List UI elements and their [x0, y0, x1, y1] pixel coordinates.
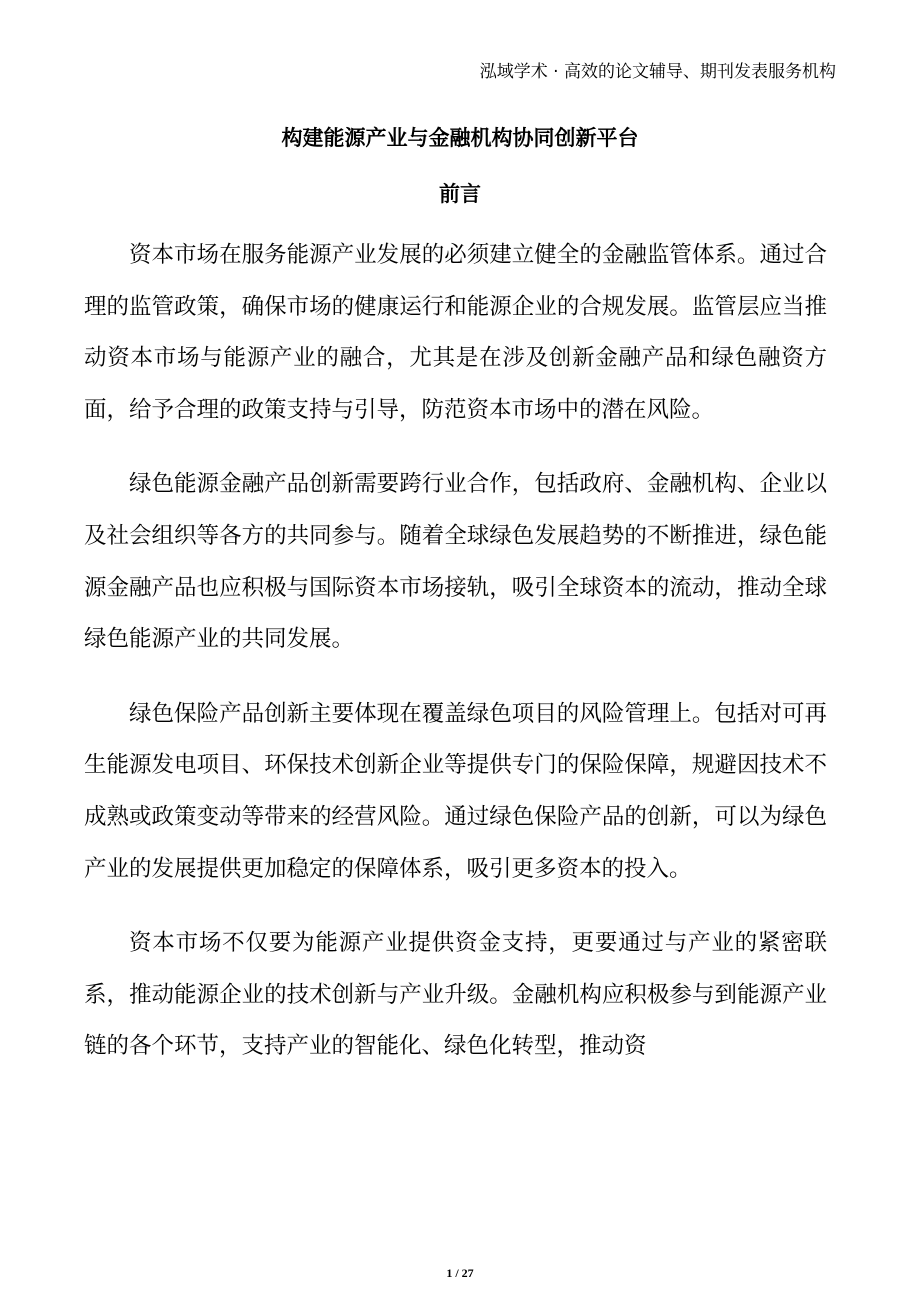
page-number: 1 / 27 [446, 1266, 474, 1280]
document-body [84, 230, 827, 1096]
paragraph: 绿色能源金融产品创新需要跨行业合作，包括政府、金融机构、企业以及社会组织等各方的共同参与。随着全球绿色发展趋势的不断推进，绿色能源金融产品也应积极与国际资本市场接轨，吸引全球资本的流动，推动全球绿色能源产业的共同发展。 [84, 471, 827, 653]
document-title: 构建能源产业与金融机构协同创新平台 [281, 126, 639, 150]
paragraph: 绿色保险产品创新主要体现在覆盖绿色项目的风险管理上。包括对可再生能源发电项目、环保技术创新企业等提供专门的保险保障，规避因技术不成熟或政策变动等带来的经营风险。通过绿色保险产品的创新，可以为绿色产业的发展提供更加稳定的保障体系，吸引更多资本的投入。 [84, 700, 827, 882]
paragraph: 资本市场不仅要为能源产业提供资金支持，更要通过与产业的紧密联系，推动能源企业的技术创新与产业升级。金融机构应积极参与到能源产业链的各个环节，支持产业的智能化、绿色化转型，推动资 [84, 930, 827, 1060]
paragraph: 资本市场在服务能源产业发展的必须建立健全的金融监管体系。通过合理的监管政策，确保市场的健康运行和能源企业的合规发展。监管层应当推动资本市场与能源产业的融合，尤其是在涉及创新金融产品和绿色融资方面，给予合理的政策支持与引导，防范资本市场中的潜在风险。 [84, 242, 827, 423]
page-header: 泓域学术 · 高效的论文辅导、期刊发表服务机构 [479, 62, 836, 82]
section-title: 前言 [439, 182, 481, 206]
